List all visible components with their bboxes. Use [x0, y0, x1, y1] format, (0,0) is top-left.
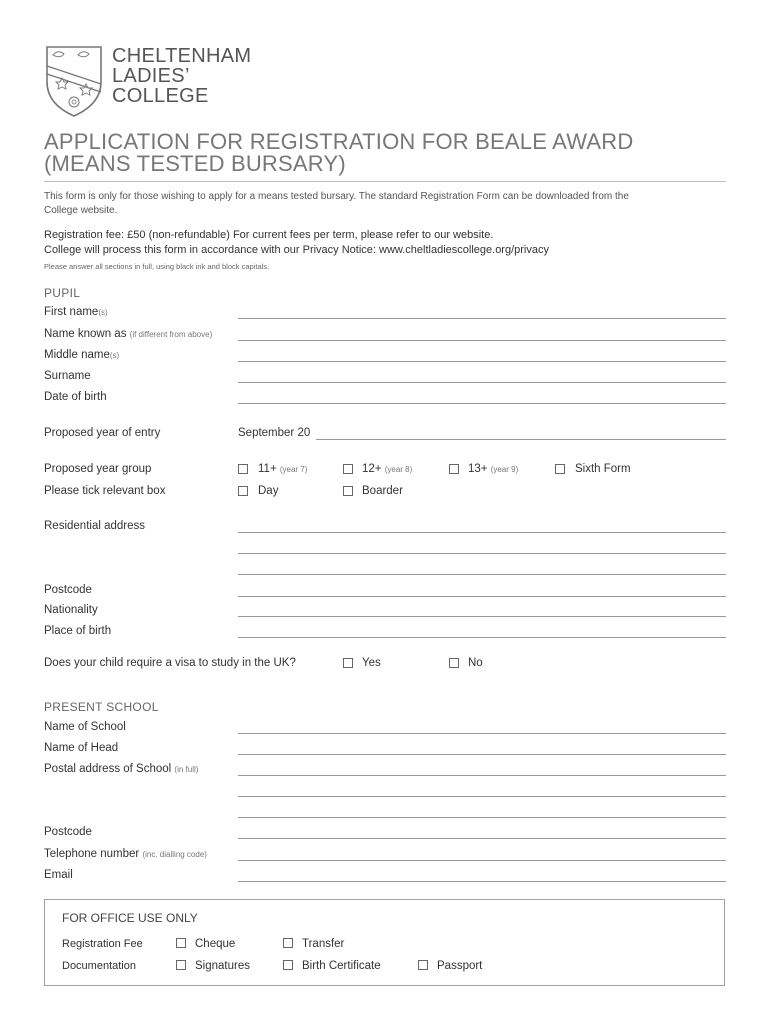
first-name-text: First name — [44, 306, 99, 318]
year-13-label — [468, 463, 518, 475]
year-13-note: (year 9) — [490, 465, 519, 474]
known-as-note: (if different from above) — [129, 330, 213, 339]
passport-label: Passport — [437, 960, 483, 972]
dob-field[interactable] — [238, 403, 726, 404]
year-11-note: (year 7) — [279, 465, 308, 474]
logo-line-2: LADIES’ — [112, 65, 190, 87]
year-12-checkbox[interactable] — [343, 464, 353, 474]
telephone-label — [44, 848, 207, 860]
postcode-label: Postcode — [44, 584, 92, 596]
year-12-note: (year 8) — [384, 465, 413, 474]
visa-no-checkbox[interactable] — [449, 658, 459, 668]
birth-certificate-label: Birth Certificate — [302, 960, 381, 972]
school-address-line-1[interactable] — [238, 775, 726, 776]
fee-text: Registration fee: £50 (non-refundable) For current fees per term, please refer to our website. — [44, 229, 494, 241]
address-line-2[interactable] — [238, 553, 726, 554]
known-as-label — [44, 328, 212, 340]
address-label: Residential address — [44, 520, 146, 532]
documentation-label: Documentation — [62, 960, 136, 972]
sixth-form-label: Sixth Form — [575, 463, 631, 475]
known-as-field[interactable] — [238, 340, 726, 341]
surname-field[interactable] — [238, 382, 726, 383]
intro-text-2: College website. — [44, 205, 118, 216]
entry-year-field[interactable] — [316, 439, 726, 440]
boarder-label: Boarder — [362, 485, 403, 497]
year-11-checkbox[interactable] — [238, 464, 248, 474]
school-address-text: Postal address of School — [44, 763, 172, 775]
birth-certificate-checkbox[interactable] — [283, 960, 293, 970]
first-name-field[interactable] — [238, 318, 726, 319]
cheque-checkbox[interactable] — [176, 938, 186, 948]
year-13-checkbox[interactable] — [449, 464, 459, 474]
instructions-text: Please answer all sections in full, using black ink and block capitals. — [44, 262, 270, 271]
day-label: Day — [258, 485, 279, 497]
school-address-note: (in full) — [174, 765, 199, 774]
year-group-label: Proposed year group — [44, 463, 152, 475]
place-of-birth-label: Place of birth — [44, 625, 112, 637]
school-postcode-field[interactable] — [238, 838, 726, 839]
telephone-text: Telephone number — [44, 848, 140, 860]
privacy-text: College will process this form in accordance with our Privacy Notice: www.cheltladiescollege.org/privacy — [44, 244, 549, 256]
year-11-text: 11+ — [258, 463, 277, 475]
title-line-1: APPLICATION FOR REGISTRATION FOR BEALE AWARD — [44, 129, 634, 154]
school-name-label: Name of School — [44, 721, 126, 733]
signatures-label: Signatures — [195, 960, 250, 972]
title-line-2: (MEANS TESTED BURSARY) — [44, 151, 346, 176]
signatures-checkbox[interactable] — [176, 960, 186, 970]
middle-name-note: (s) — [109, 351, 120, 360]
boarder-checkbox[interactable] — [343, 486, 353, 496]
year-12-text: 12+ — [362, 463, 382, 475]
visa-label: Does your child require a visa to study in the UK? — [44, 657, 296, 669]
logo-line-3: COLLEGE — [112, 85, 209, 107]
cheque-label: Cheque — [195, 938, 236, 950]
middle-name-label — [44, 349, 119, 361]
school-address-line-3[interactable] — [238, 817, 726, 818]
visa-yes-label: Yes — [362, 657, 381, 669]
day-checkbox[interactable] — [238, 486, 248, 496]
passport-checkbox[interactable] — [418, 960, 428, 970]
telephone-field[interactable] — [238, 860, 726, 861]
head-name-label: Name of Head — [44, 742, 119, 754]
transfer-label: Transfer — [302, 938, 345, 950]
postcode-field[interactable] — [238, 596, 726, 597]
college-name — [112, 46, 251, 106]
tick-box-label: Please tick relevant box — [44, 485, 166, 497]
first-name-label — [44, 306, 108, 318]
address-line-1[interactable] — [238, 532, 726, 533]
year-of-entry-label: Proposed year of entry — [44, 427, 161, 439]
year-13-text: 13+ — [468, 463, 488, 475]
nationality-field[interactable] — [238, 616, 726, 617]
place-of-birth-field[interactable] — [238, 637, 726, 638]
entry-prefix: September 20 — [238, 427, 311, 439]
visa-no-label: No — [468, 657, 483, 669]
head-name-field[interactable] — [238, 754, 726, 755]
transfer-checkbox[interactable] — [283, 938, 293, 948]
sixth-form-checkbox[interactable] — [555, 464, 565, 474]
nationality-label: Nationality — [44, 604, 98, 616]
logo-line-1: CHELTENHAM — [112, 45, 252, 67]
school-address-label — [44, 763, 198, 775]
school-address-line-2[interactable] — [238, 796, 726, 797]
address-line-3[interactable] — [238, 574, 726, 575]
title-divider — [44, 181, 726, 182]
middle-name-text: Middle name — [44, 349, 110, 361]
school-heading: PRESENT SCHOOL — [44, 700, 159, 714]
registration-fee-label: Registration Fee — [62, 938, 143, 950]
email-field[interactable] — [238, 881, 726, 882]
year-11-label — [258, 463, 307, 475]
middle-name-field[interactable] — [238, 361, 726, 362]
first-name-note: (s) — [98, 308, 108, 317]
year-12-label — [362, 463, 412, 475]
known-as-text: Name known as — [44, 328, 127, 340]
school-postcode-label: Postcode — [44, 826, 92, 838]
college-crest-icon — [44, 44, 104, 118]
page-title — [44, 131, 633, 175]
intro-text-1: This form is only for those wishing to apply for a means tested bursary. The standard Registration Form can be downloaded from the — [44, 191, 629, 202]
visa-yes-checkbox[interactable] — [343, 658, 353, 668]
pupil-heading: PUPIL — [44, 286, 81, 300]
telephone-note: (inc. dialling code) — [142, 850, 207, 859]
school-name-field[interactable] — [238, 733, 726, 734]
office-heading: FOR OFFICE USE ONLY — [62, 911, 198, 925]
email-label: Email — [44, 869, 73, 881]
surname-label: Surname — [44, 370, 91, 382]
dob-label: Date of birth — [44, 391, 107, 403]
